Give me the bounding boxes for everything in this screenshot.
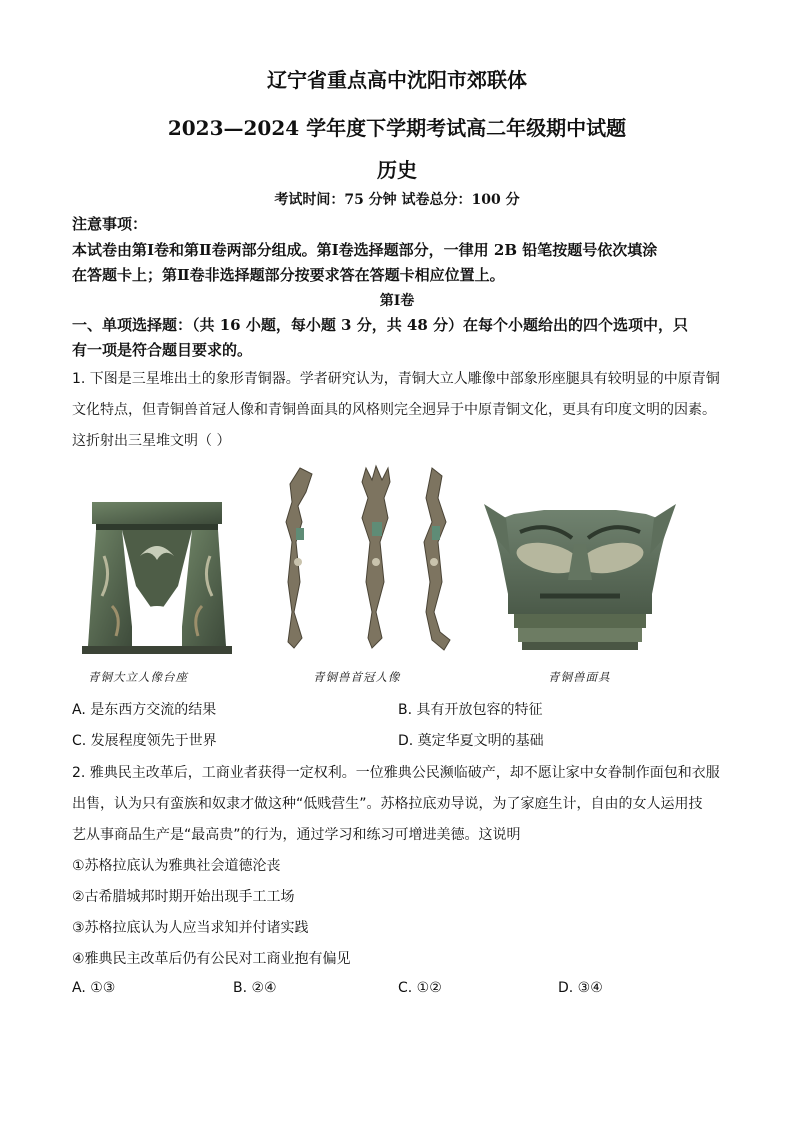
q2-option-a: A. ①③ [72,980,116,996]
volume-heading: 第Ⅰ卷 [379,293,415,309]
q1-option-c: C. 发展程度领先于世界 [72,733,217,749]
bronze-figure-image [272,462,472,658]
exam-title-line1: 辽宁省重点高中沈阳市郊联体 [267,68,527,92]
q2-stem-line-2: 出售，认为只有蛮族和奴隶才做这种“低贱营生”。苏格拉底劝导说，为了家庭生计，自由的女人运用技 [72,796,703,812]
q2-statement-4: ④雅典民主改革后仍有公民对工商业抱有偏见 [72,951,351,967]
caption-bronze-pedestal: 青铜大立人像台座 [88,670,188,684]
notice-line-2: 在答题卡上；第Ⅱ卷非选择题部分按要求答在答题卡相应位置上。 [72,266,505,284]
q1-stem-line-1: 1. 下图是三星堆出土的象形青铜器。学者研究认为，青铜大立人雕像中部象形座腿具有较明显的中原青铜 [72,371,720,387]
bronze-pedestal-image [82,496,232,656]
q2-stem-line-1: 2. 雅典民主改革后，工商业者获得一定权利。一位雅典公民濒临破产，却不愿让家中女眷制作面包和衣服 [72,765,720,781]
bronze-mask-image [484,494,676,652]
q1-stem-line-3: 这折射出三星堆文明（ ） [72,433,231,449]
exam-title-line2: 2023—2024 学年度下学期考试高二年级期中试题 [167,116,627,140]
q2-option-c: C. ①② [398,980,442,996]
q2-statement-1: ①苏格拉底认为雅典社会道德沦丧 [72,858,281,874]
q1-option-d: D. 奠定华夏文明的基础 [398,733,544,749]
caption-bronze-figure: 青铜兽首冠人像 [313,670,401,684]
q1-option-a: A. 是东西方交流的结果 [72,702,217,718]
q2-stem-line-3: 艺从事商品生产是“最高贵”的行为，通过学习和练习可增进美德。这说明 [72,827,521,843]
subject-title: 历史 [377,158,417,182]
exam-info: 考试时间：75 分钟 试卷总分：100 分 [274,192,520,208]
q2-statement-2: ②古希腊城邦时期开始出现手工工场 [72,889,295,905]
notice-line-1: 本试卷由第Ⅰ卷和第Ⅱ卷两部分组成。第Ⅰ卷选择题部分，一律用 2B 铅笔按题号依次填涂 [72,241,658,259]
q1-option-b: B. 具有开放包容的特征 [398,702,543,718]
part-heading-line-2: 有一项是符合题目要求的。 [72,341,253,359]
caption-bronze-mask: 青铜兽面具 [548,670,611,684]
q2-statement-3: ③苏格拉底认为人应当求知并付诸实践 [72,920,309,936]
q2-option-d: D. ③④ [558,980,603,996]
q1-stem-line-2: 文化特点，但青铜兽首冠人像和青铜兽面具的风格则完全迥异于中原青铜文化，更具有印度文明的因素。 [72,402,716,418]
part-heading-line-1: 一、单项选择题：（共 16 小题，每小题 3 分，共 48 分）在每个小题给出的四个选项中，只 [72,316,689,334]
q2-option-b: B. ②④ [233,980,277,996]
notice-heading: 注意事项： [72,215,148,233]
